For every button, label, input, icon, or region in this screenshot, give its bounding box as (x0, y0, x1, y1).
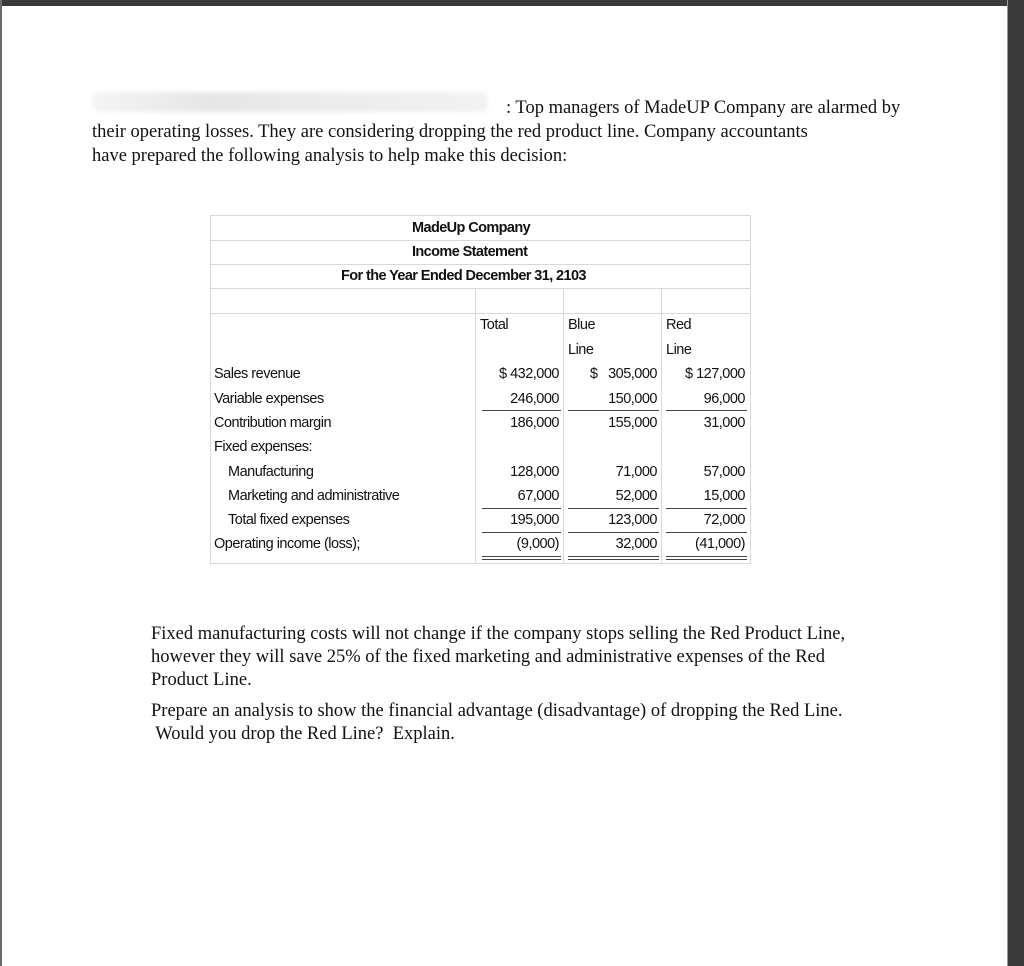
intro-line-1: : Top managers of MadeUP Company are alarmed by (506, 98, 901, 118)
cell-red: 31,000 (703, 415, 745, 431)
double-underline (568, 556, 659, 557)
window-top-bar (0, 0, 1024, 6)
double-underline (568, 559, 659, 560)
statement-period: For the Year Ended December 31, 2103 (341, 268, 586, 284)
cell-red: 72,000 (703, 512, 745, 528)
underline (482, 532, 561, 533)
underline (482, 508, 561, 509)
grid-line (210, 264, 751, 265)
grid-line (210, 288, 211, 563)
row-label: Total fixed expenses (228, 512, 350, 528)
fixed-costs-paragraph (151, 623, 911, 692)
intro-paragraph (92, 96, 932, 168)
column-header-total: Total (480, 317, 509, 333)
row-label: Sales revenue (214, 366, 301, 382)
cell-total: $ 432,000 (498, 366, 559, 382)
question-paragraph (151, 700, 911, 746)
cell-blue: 155,000 (608, 415, 657, 431)
row-label: Fixed expenses: (214, 439, 313, 455)
paragraph-line: Would you drop the Red Line? Explain. (151, 724, 455, 744)
grid-line (210, 313, 751, 314)
underline (568, 410, 659, 411)
company-name: MadeUp Company (412, 220, 531, 236)
cell-red: 57,000 (703, 464, 745, 480)
grid-line (750, 288, 751, 563)
grid-line (210, 215, 211, 288)
cell-total: 195,000 (510, 512, 559, 528)
column-header-blue-line: Line (568, 342, 594, 358)
intro-line-3: have prepared the following analysis to help make this decision: (92, 146, 568, 166)
grid-line (210, 240, 751, 241)
cell-total: 67,000 (517, 488, 559, 504)
cell-blue: 52,000 (615, 488, 657, 504)
page-left-border (0, 0, 2, 966)
cell-blue: 123,000 (608, 512, 657, 528)
column-header-red-line: Line (666, 342, 692, 358)
row-label: Manufacturing (228, 464, 314, 480)
grid-line (750, 215, 751, 288)
grid-line (210, 288, 751, 289)
column-header-blue: Blue (568, 317, 596, 333)
underline (666, 410, 747, 411)
cell-blue: 32,000 (615, 536, 657, 552)
paragraph-line: however they will save 25% of the fixed marketing and administrative expenses of the Red (151, 647, 826, 667)
grid-line (210, 563, 751, 564)
cell-red: $ 127,000 (684, 366, 745, 382)
row-label: Variable expenses (214, 391, 324, 407)
row-label: Marketing and administrative (228, 488, 400, 504)
underline (666, 532, 747, 533)
cell-total: 246,000 (510, 391, 559, 407)
underline (568, 508, 659, 509)
intro-line-2: their operating losses. They are considering dropping the red product line. Company accountants (92, 122, 808, 142)
scrollbar-track[interactable] (1008, 0, 1024, 966)
double-underline (482, 556, 561, 557)
double-underline (666, 559, 747, 560)
paragraph-line: Prepare an analysis to show the financial advantage (disadvantage) of dropping the Red Line. (151, 701, 843, 721)
cell-red: 15,000 (703, 488, 745, 504)
cell-blue: $ 305,000 (589, 366, 657, 382)
cell-red: 96,000 (703, 391, 745, 407)
grid-line (210, 215, 751, 216)
underline (666, 508, 747, 509)
statement-title: Income Statement (412, 244, 528, 260)
cell-red: (41,000) (694, 536, 745, 552)
cell-total: (9,000) (516, 536, 559, 552)
double-underline (482, 559, 561, 560)
double-underline (666, 556, 747, 557)
row-label: Contribution margin (214, 415, 332, 431)
column-header-red: Red (666, 317, 692, 333)
row-label: Operating income (loss); (214, 536, 360, 552)
cell-blue: 150,000 (608, 391, 657, 407)
income-statement-table (210, 215, 751, 563)
cell-total: 128,000 (510, 464, 559, 480)
underline (482, 410, 561, 411)
underline (568, 532, 659, 533)
paragraph-line: Fixed manufacturing costs will not change if the company stops selling the Red Product Line, (151, 624, 846, 644)
cell-total: 186,000 (510, 415, 559, 431)
cell-blue: 71,000 (615, 464, 657, 480)
paragraph-line: Product Line. (151, 670, 252, 690)
